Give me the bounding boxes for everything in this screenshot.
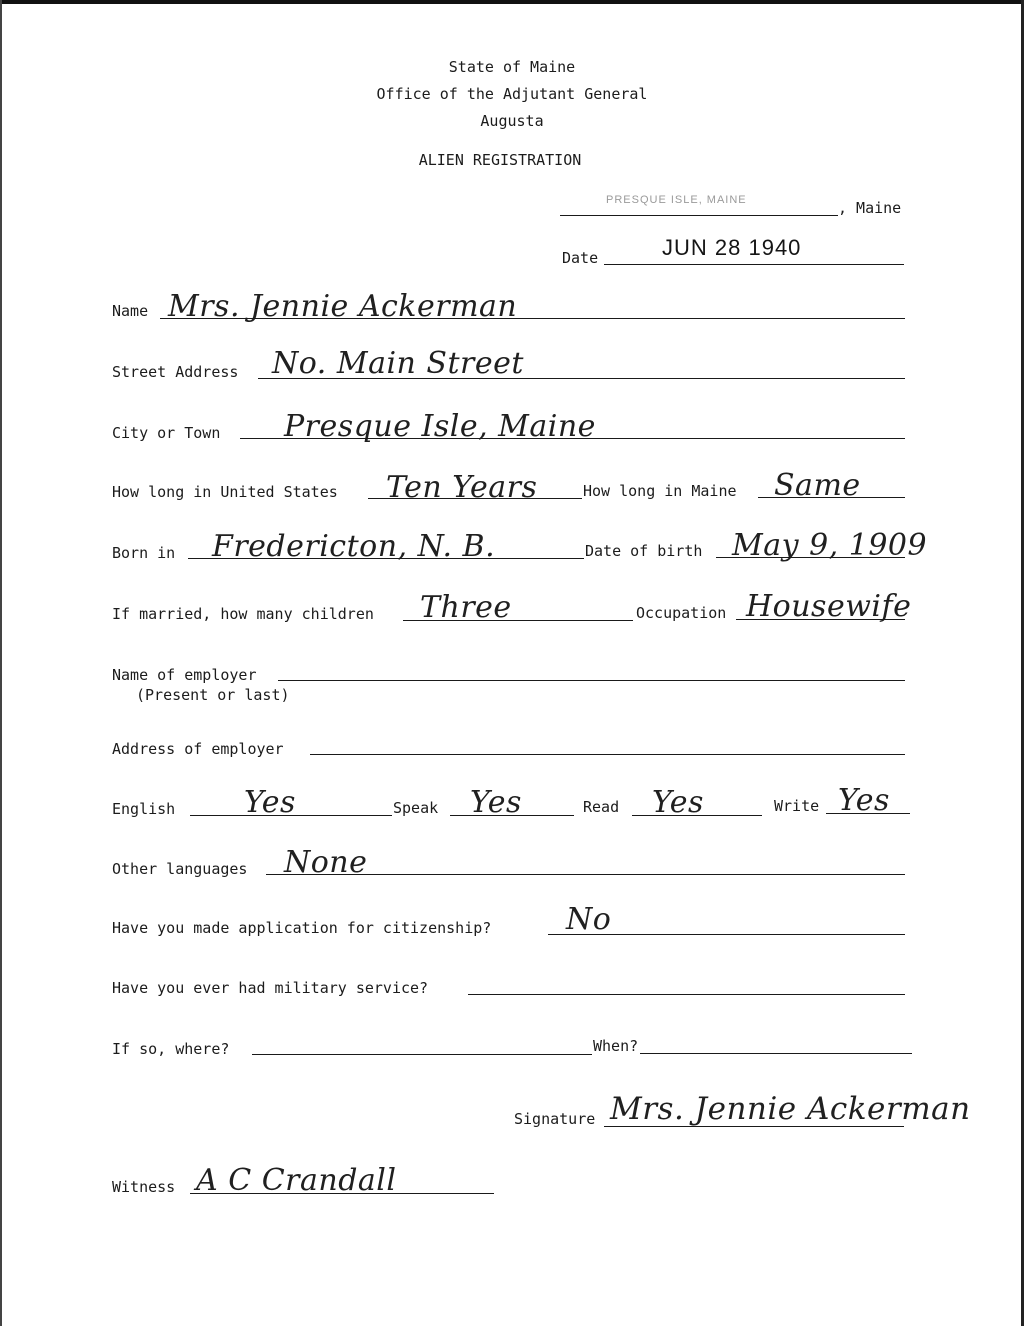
- maine-duration-line: [758, 497, 905, 498]
- speak-line: [450, 815, 574, 816]
- speak-label: Speak: [393, 799, 439, 817]
- citizenship-value: No: [566, 902, 612, 937]
- street-value: No. Main Street: [272, 346, 524, 381]
- citizenship-label: Have you made application for citizenship?: [112, 919, 492, 937]
- where-line: [252, 1054, 592, 1055]
- city-line: [240, 438, 905, 439]
- date-stamp: JUN 28 1940: [662, 235, 802, 260]
- children-line: [403, 620, 633, 621]
- us-duration-label: How long in United States: [112, 483, 338, 501]
- citizenship-line: [548, 934, 905, 935]
- header-state: State of Maine: [448, 58, 576, 76]
- when-label: When?: [593, 1037, 639, 1055]
- page-edge-top: [0, 0, 1024, 4]
- name-label: Name: [112, 302, 149, 320]
- name-line: [160, 318, 905, 319]
- us-duration-value: Ten Years: [386, 470, 538, 505]
- write-line: [826, 813, 910, 814]
- write-label: Write: [774, 797, 820, 815]
- city-label: City or Town: [112, 424, 221, 442]
- other-languages-value: None: [284, 845, 368, 880]
- military-label: Have you ever had military service?: [112, 979, 429, 997]
- employer-name-sublabel: (Present or last): [136, 686, 290, 704]
- read-value: Yes: [652, 785, 704, 820]
- witness-value: A C Crandall: [196, 1163, 397, 1198]
- name-value: Mrs. Jennie Ackerman: [168, 289, 518, 324]
- maine-duration-label: How long in Maine: [583, 482, 737, 500]
- location-line: [560, 215, 838, 216]
- dob-label: Date of birth: [585, 542, 703, 560]
- date-label: Date: [562, 249, 599, 267]
- form-title: ALIEN REGISTRATION: [418, 151, 582, 169]
- read-line: [632, 815, 762, 816]
- employer-address-label: Address of employer: [112, 740, 284, 758]
- occupation-line: [736, 619, 905, 620]
- read-label: Read: [583, 798, 620, 816]
- military-line: [468, 994, 905, 995]
- where-label: If so, where?: [112, 1040, 230, 1058]
- speak-value: Yes: [470, 785, 522, 820]
- english-value: Yes: [244, 785, 296, 820]
- other-languages-label: Other languages: [112, 860, 248, 878]
- english-line: [190, 815, 392, 816]
- header-city: Augusta: [480, 112, 544, 130]
- header-office: Office of the Adjutant General: [376, 85, 648, 103]
- other-languages-line: [266, 874, 905, 875]
- location-suffix: , Maine: [838, 199, 902, 217]
- employer-address-line: [310, 754, 905, 755]
- dob-line: [716, 557, 905, 558]
- signature-label: Signature: [514, 1110, 596, 1128]
- occupation-label: Occupation: [636, 604, 727, 622]
- when-line: [640, 1053, 912, 1054]
- occupation-value: Housewife: [746, 589, 912, 624]
- children-label: If married, how many children: [112, 605, 374, 623]
- write-value: Yes: [838, 783, 890, 818]
- page-edge-left: [0, 0, 2, 1326]
- witness-label: Witness: [112, 1178, 176, 1196]
- street-line: [258, 378, 905, 379]
- date-line: [604, 264, 904, 265]
- children-value: Three: [420, 590, 512, 625]
- employer-name-line: [278, 680, 905, 681]
- born-in-value: Fredericton, N. B.: [212, 529, 496, 564]
- maine-duration-value: Same: [774, 468, 861, 503]
- us-duration-line: [368, 498, 582, 499]
- employer-name-label: Name of employer: [112, 666, 257, 684]
- signature-value: Mrs. Jennie Ackerman: [610, 1091, 971, 1127]
- english-label: English: [112, 800, 176, 818]
- dob-value: May 9, 1909: [732, 528, 928, 563]
- signature-line: [604, 1126, 904, 1127]
- street-label: Street Address: [112, 363, 239, 381]
- born-in-line: [188, 558, 584, 559]
- location-stamp: PRESQUE ISLE, MAINE: [606, 194, 747, 206]
- city-value: Presque Isle, Maine: [284, 409, 596, 444]
- born-in-label: Born in: [112, 544, 176, 562]
- witness-line: [190, 1193, 494, 1194]
